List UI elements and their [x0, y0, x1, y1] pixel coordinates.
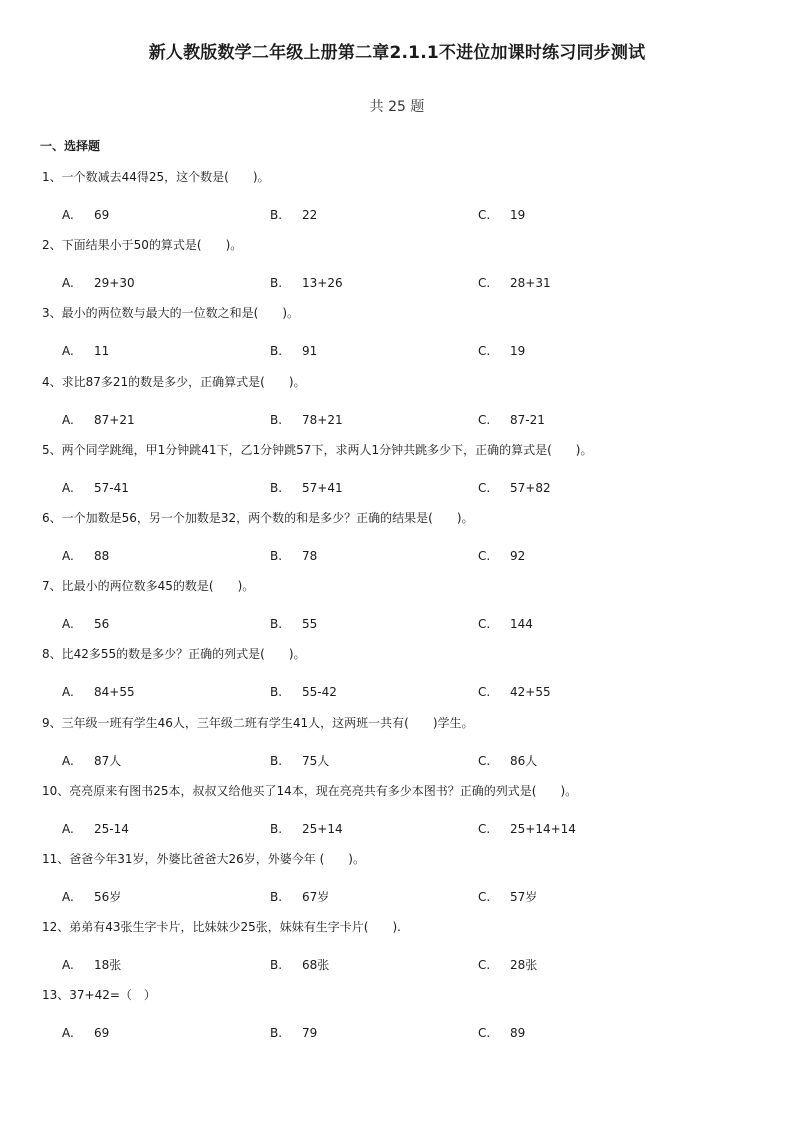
option-letter: A. [62, 821, 74, 836]
option-value: 69 [94, 1026, 110, 1041]
option-value: 25-14 [94, 821, 129, 836]
answer-options [42, 274, 762, 292]
answer-option-a[interactable] [62, 956, 121, 974]
option-letter: B. [270, 753, 283, 768]
option-letter: B. [270, 617, 283, 632]
option-value: 28张 [510, 958, 538, 973]
option-letter: C. [478, 685, 491, 700]
option-value: 92 [510, 548, 526, 563]
answer-options [42, 683, 762, 701]
answer-option-b[interactable] [270, 888, 329, 906]
answer-options [42, 342, 762, 360]
option-value: 42+55 [510, 685, 551, 700]
option-value: 68张 [302, 958, 330, 973]
answer-options [42, 411, 762, 429]
option-letter: B. [270, 889, 283, 904]
option-letter: C. [478, 617, 491, 632]
option-value: 18张 [94, 958, 122, 973]
option-letter: B. [270, 1026, 283, 1041]
option-value: 25+14 [302, 821, 343, 836]
option-value: 69 [94, 208, 110, 222]
answer-option-a[interactable] [62, 615, 109, 633]
answer-option-b[interactable] [270, 206, 317, 224]
option-value: 79 [302, 1026, 318, 1041]
option-value: 11 [94, 344, 110, 359]
option-value: 56岁 [94, 889, 122, 904]
answer-option-b[interactable] [270, 820, 343, 838]
option-letter: C. [478, 276, 491, 291]
answer-options [42, 547, 762, 565]
option-value: 84+55 [94, 685, 135, 700]
answer-options [42, 615, 762, 633]
option-letter: A. [62, 412, 74, 427]
answer-option-c[interactable] [478, 956, 537, 974]
answer-option-a[interactable] [62, 1024, 109, 1042]
answer-option-b[interactable] [270, 342, 317, 360]
option-letter: A. [62, 548, 74, 563]
option-value: 87-21 [510, 412, 545, 427]
option-value: 87人 [94, 753, 122, 768]
question-item [42, 441, 762, 509]
question-item [42, 986, 762, 1054]
option-letter: C. [478, 344, 491, 359]
answer-option-a[interactable] [62, 342, 109, 360]
option-value: 25+14+14 [510, 821, 576, 836]
option-value: 57岁 [510, 889, 538, 904]
option-value: 19 [510, 208, 526, 222]
question-stem: 12、弟弟有43张生字卡片，比妹妹少25张，妹妹有生字卡片( ). [42, 920, 401, 935]
question-stem: 1、一个数减去44得25，这个数是( )。 [42, 170, 270, 184]
option-letter: C. [478, 889, 491, 904]
option-letter: B. [270, 344, 283, 359]
question-stem: 11、爸爸今年31岁，外婆比爸爸大26岁，外婆今年 ( )。 [42, 851, 365, 866]
answer-options [42, 752, 762, 770]
answer-option-c[interactable] [478, 411, 545, 429]
question-list [42, 168, 762, 1054]
question-stem: 3、最小的两位数与最大的一位数之和是( )。 [42, 306, 299, 321]
option-value: 86人 [510, 753, 538, 768]
option-letter: A. [62, 958, 74, 973]
answer-option-c[interactable] [478, 752, 537, 770]
answer-option-c[interactable] [478, 683, 551, 701]
answer-option-a[interactable] [62, 683, 135, 701]
answer-options [42, 479, 762, 497]
option-value: 22 [302, 208, 318, 222]
question-item [42, 168, 762, 236]
answer-option-b[interactable] [270, 1024, 317, 1042]
answer-option-a[interactable] [62, 820, 129, 838]
answer-option-a[interactable] [62, 479, 129, 497]
question-item [42, 918, 762, 986]
question-stem: 4、求比87多21的数是多少，正确算式是( )。 [42, 374, 306, 389]
option-value: 55-42 [302, 685, 337, 700]
option-letter: A. [62, 685, 74, 700]
answer-option-b[interactable] [270, 274, 343, 292]
answer-options [42, 1024, 762, 1042]
option-letter: C. [478, 958, 491, 973]
option-letter: A. [62, 276, 74, 291]
question-item [42, 850, 762, 918]
question-stem: 6、一个加数是56，另一个加数是32，两个数的和是多少？正确的结果是( )。 [42, 510, 474, 525]
option-letter: C. [478, 1026, 491, 1041]
option-letter: C. [478, 480, 491, 495]
question-stem: 13、37+42=（ ） [42, 988, 156, 1003]
answer-option-a[interactable] [62, 752, 121, 770]
answer-option-c[interactable] [478, 479, 551, 497]
answer-option-c[interactable] [478, 1024, 525, 1042]
question-stem: 7、比最小的两位数多45的数是( )。 [42, 579, 255, 594]
option-value: 89 [510, 1026, 526, 1041]
answer-option-c[interactable] [478, 206, 525, 224]
question-item [42, 236, 762, 304]
option-letter: C. [478, 548, 491, 563]
option-value: 28+31 [510, 276, 551, 291]
option-value: 88 [94, 548, 110, 563]
option-letter: A. [62, 889, 74, 904]
option-letter: C. [478, 208, 491, 222]
option-value: 57+82 [510, 480, 551, 495]
option-letter: B. [270, 958, 283, 973]
option-value: 57+41 [302, 480, 343, 495]
answer-options [42, 888, 762, 906]
answer-option-b[interactable] [270, 956, 329, 974]
option-letter: C. [478, 821, 491, 836]
option-letter: B. [270, 480, 283, 495]
answer-option-a[interactable] [62, 206, 109, 224]
option-letter: B. [270, 208, 283, 222]
option-value: 19 [510, 344, 526, 359]
answer-option-c[interactable] [478, 274, 551, 292]
question-item [42, 577, 762, 645]
option-letter: A. [62, 208, 74, 222]
option-value: 78+21 [302, 412, 343, 427]
option-letter: A. [62, 753, 74, 768]
question-stem: 5、两个同学跳绳，甲1分钟跳41下，乙1分钟跳57下，求两人1分钟共跳多少下，正确的算式是( )。 [42, 442, 593, 457]
option-letter: A. [62, 617, 74, 632]
answer-option-b[interactable] [270, 411, 343, 429]
answer-option-c[interactable] [478, 547, 525, 565]
answer-options [42, 956, 762, 974]
option-letter: B. [270, 821, 283, 836]
answer-option-c[interactable] [478, 615, 533, 633]
option-letter: C. [478, 412, 491, 427]
option-letter: A. [62, 480, 74, 495]
answer-option-c[interactable] [478, 342, 525, 360]
question-item [42, 509, 762, 577]
option-letter: B. [270, 685, 283, 700]
answer-option-b[interactable] [270, 615, 317, 633]
answer-option-b[interactable] [270, 683, 337, 701]
option-value: 55 [302, 617, 318, 632]
answer-option-b[interactable] [270, 752, 329, 770]
answer-options [42, 206, 762, 224]
answer-option-b[interactable] [270, 547, 317, 565]
option-value: 78 [302, 548, 318, 563]
option-letter: A. [62, 344, 74, 359]
option-value: 91 [302, 344, 318, 359]
option-letter: B. [270, 412, 283, 427]
answer-option-a[interactable] [62, 274, 135, 292]
question-item [42, 304, 762, 372]
option-letter: C. [478, 753, 491, 768]
answer-options [42, 820, 762, 838]
question-item [42, 645, 762, 713]
answer-option-c[interactable] [478, 820, 576, 838]
question-stem: 10、亮亮原来有图书25本，叔叔又给他买了14本，现在亮亮共有多少本图书？正确的列式是( )。 [42, 783, 578, 798]
question-item [42, 714, 762, 782]
option-value: 57-41 [94, 480, 129, 495]
question-item [42, 373, 762, 441]
option-letter: B. [270, 276, 283, 291]
question-stem: 8、比42多55的数是多少？正确的列式是( )。 [42, 647, 306, 662]
page-title: 新人教版数学二年级上册第二章2.1.1不进位加课时练习同步测试 [148, 43, 646, 63]
option-letter: A. [62, 1026, 74, 1041]
answer-option-a[interactable] [62, 547, 109, 565]
option-value: 13+26 [302, 276, 343, 291]
option-value: 29+30 [94, 276, 135, 291]
option-value: 67岁 [302, 889, 330, 904]
answer-option-a[interactable] [62, 411, 135, 429]
question-stem: 9、三年级一班有学生46人，三年级二班有学生41人，这两班一共有( )学生。 [42, 715, 474, 730]
option-value: 144 [510, 617, 533, 632]
answer-option-c[interactable] [478, 888, 537, 906]
answer-option-a[interactable] [62, 888, 121, 906]
question-stem: 2、下面结果小于50的算式是( )。 [42, 238, 243, 253]
question-item [42, 782, 762, 850]
option-value: 56 [94, 617, 110, 632]
option-letter: B. [270, 548, 283, 563]
option-value: 87+21 [94, 412, 135, 427]
section-heading: 一、选择题 [40, 139, 101, 153]
question-count: 共 25 题 [369, 99, 425, 115]
option-value: 75人 [302, 753, 330, 768]
answer-option-b[interactable] [270, 479, 343, 497]
